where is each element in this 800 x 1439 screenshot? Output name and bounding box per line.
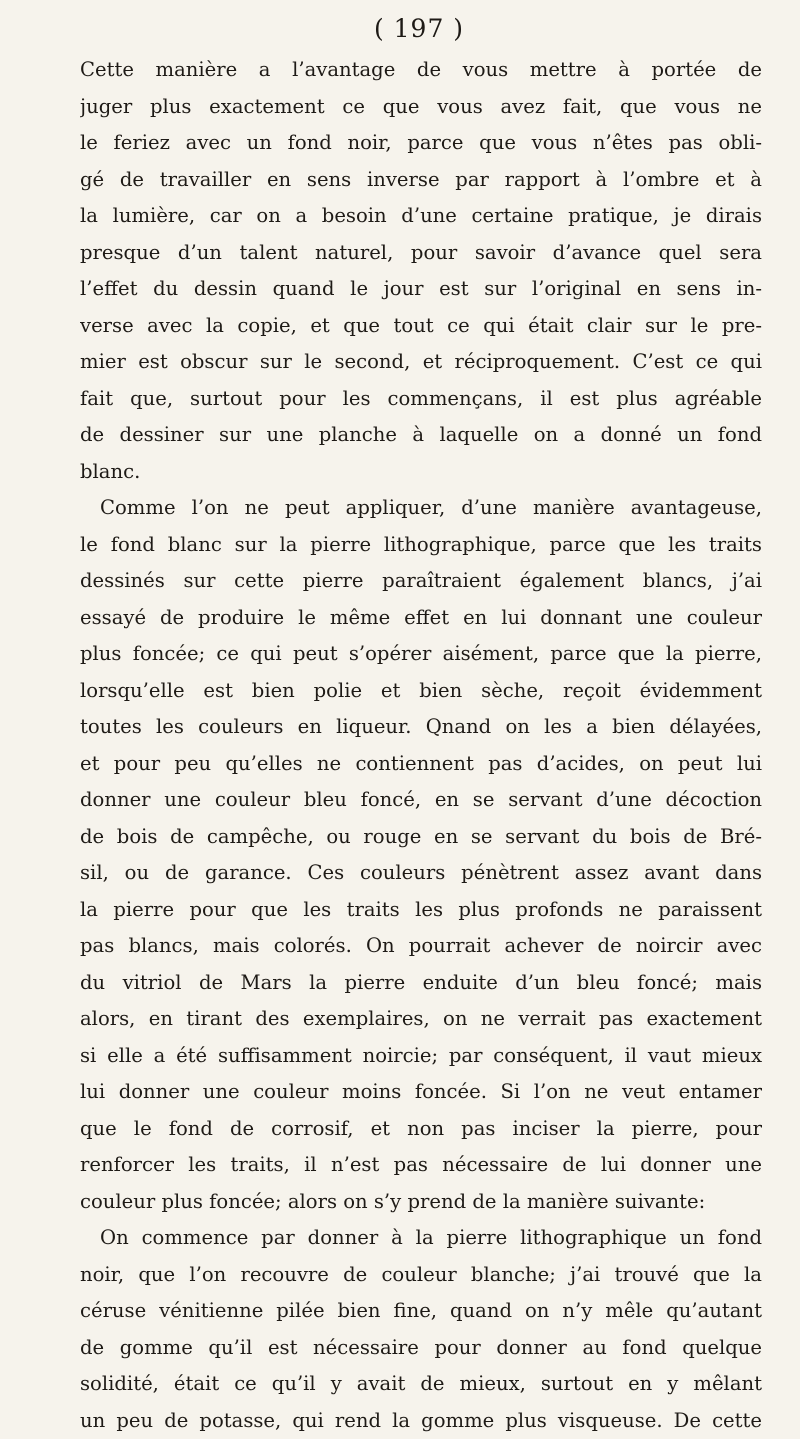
paragraph-1 — [80, 52, 762, 490]
text-line: couleur plus foncée; alors on s’y prend de la manière suivante: — [80, 1184, 762, 1221]
text-line: de dessiner sur une planche à laquelle on a donné un fond — [80, 417, 762, 454]
text-line: Comme l’on ne peut appliquer, d’une manière avantageuse, — [80, 490, 762, 527]
text-line: On commence par donner à la pierre lithographique un fond — [80, 1220, 762, 1257]
text-line: dessinés sur cette pierre paraîtraient également blancs, j’ai — [80, 563, 762, 600]
text-line: toutes les couleurs en liqueur. Qnand on les a bien délayées, — [80, 709, 762, 746]
text-line: renforcer les traits, il n’est pas nécessaire de lui donner une — [80, 1147, 762, 1184]
text-line: le feriez avec un fond noir, parce que vous n’êtes pas obli- — [80, 125, 762, 162]
text-line: de bois de campêche, ou rouge en se servant du bois de Bré- — [80, 819, 762, 856]
text-line: la pierre pour que les traits les plus profonds ne paraissent — [80, 892, 762, 929]
text-line: et pour peu qu’elles ne contiennent pas d’acides, on peut lui — [80, 746, 762, 783]
text-line: alors, en tirant des exemplaires, on ne verrait pas exactement — [80, 1001, 762, 1038]
text-line: si elle a été suffisamment noircie; par conséquent, il vaut mieux — [80, 1038, 762, 1075]
paragraph-2 — [80, 490, 762, 1220]
text-line: la lumière, car on a besoin d’une certaine pratique, je dirais — [80, 198, 762, 235]
text-line: fait que, surtout pour les commençans, il est plus agréable — [80, 381, 762, 418]
text-line: juger plus exactement ce que vous avez fait, que vous ne — [80, 89, 762, 126]
text-line: noir, que l’on recouvre de couleur blanche; j’ai trouvé que la — [80, 1257, 762, 1294]
text-line: essayé de produire le même effet en lui donnant une couleur — [80, 600, 762, 637]
text-line: de gomme qu’il est nécessaire pour donner au fond quelque — [80, 1330, 762, 1367]
text-line: solidité, était ce qu’il y avait de mieux, surtout en y mêlant — [80, 1366, 762, 1403]
text-line: du vitriol de Mars la pierre enduite d’un bleu foncé; mais — [80, 965, 762, 1002]
text-line: un peu de potasse, qui rend la gomme plus visqueuse. De cette — [80, 1403, 762, 1439]
text-line: lui donner une couleur moins foncée. Si l’on ne veut entamer — [80, 1074, 762, 1111]
text-line: que le fond de corrosif, et non pas inciser la pierre, pour — [80, 1111, 762, 1148]
text-line: le fond blanc sur la pierre lithographique, parce que les traits — [80, 527, 762, 564]
text-line: blanc. — [80, 454, 762, 491]
text-line: sil, ou de garance. Ces couleurs pénètrent assez avant dans — [80, 855, 762, 892]
page-number: ( 197 ) — [76, 12, 762, 46]
text-line: plus foncée; ce qui peut s’opérer aisément, parce que la pierre, — [80, 636, 762, 673]
text-line: lorsqu’elle est bien polie et bien sèche, reçoit évidemment — [80, 673, 762, 710]
text-line: Cette manière a l’avantage de vous mettre à portée de — [80, 52, 762, 89]
text-line: mier est obscur sur le second, et réciproquement. C’est ce qui — [80, 344, 762, 381]
text-line: presque d’un talent naturel, pour savoir d’avance quel sera — [80, 235, 762, 272]
text-line: céruse vénitienne pilée bien fine, quand on n’y mêle qu’autant — [80, 1293, 762, 1330]
text-line: pas blancs, mais colorés. On pourrait achever de noircir avec — [80, 928, 762, 965]
text-line: verse avec la copie, et que tout ce qui était clair sur le pre- — [80, 308, 762, 345]
paragraph-3 — [80, 1220, 762, 1439]
text-line: gé de travailler en sens inverse par rapport à l’ombre et à — [80, 162, 762, 199]
text-line: l’effet du dessin quand le jour est sur l’original en sens in- — [80, 271, 762, 308]
text-line: donner une couleur bleu foncé, en se servant d’une décoction — [80, 782, 762, 819]
